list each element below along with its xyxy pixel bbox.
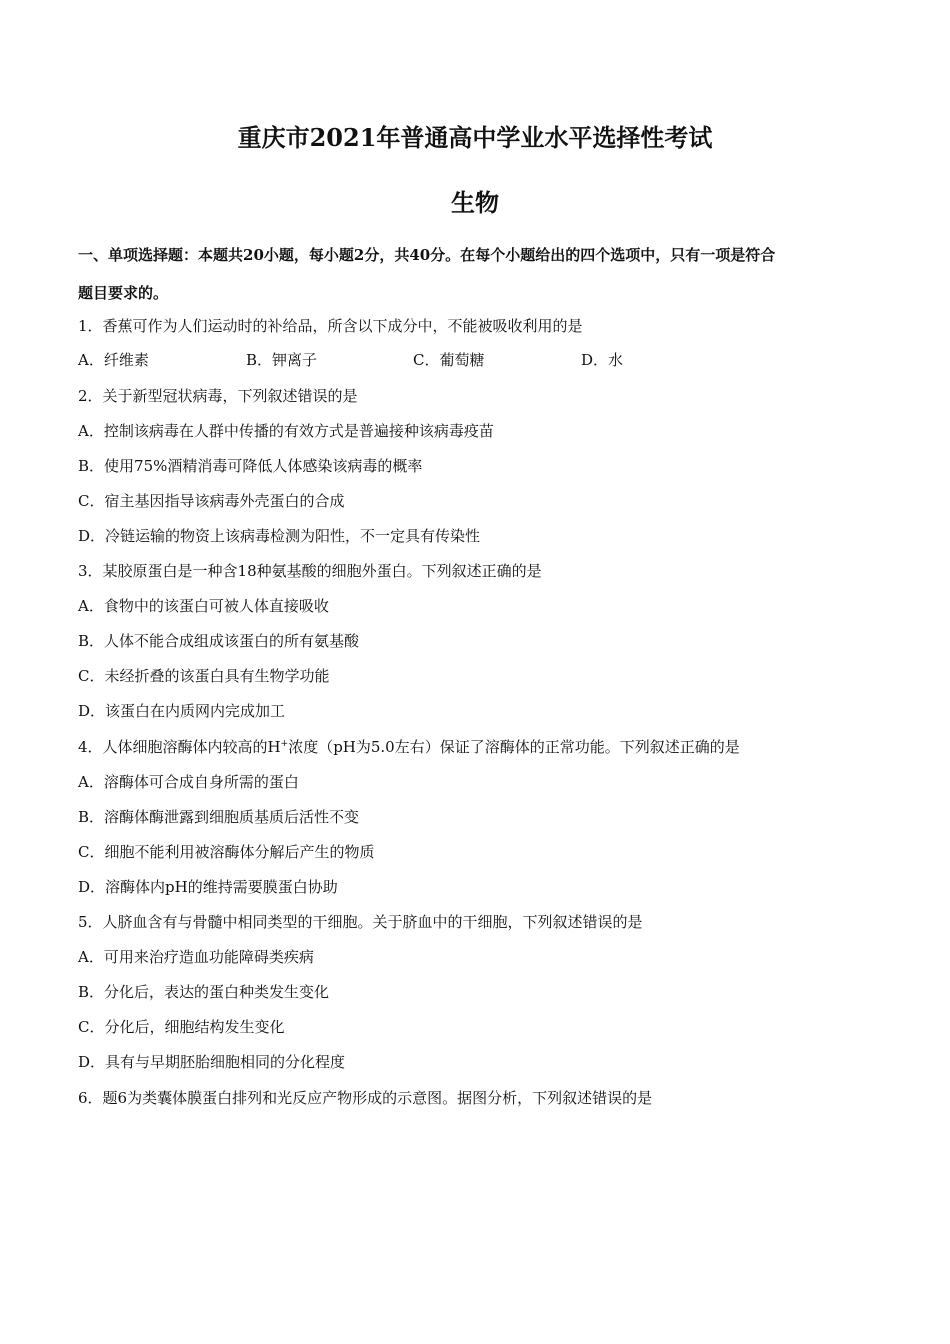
question-1-option-c: C．葡萄糖	[413, 351, 485, 369]
question-5-option-d: D．具有与早期胚胎细胞相同的分化程度	[78, 1053, 346, 1071]
question-3-option-c: C．未经折叠的该蛋白具有生物学功能	[78, 667, 330, 685]
question-2-option-c: C．宿主基因指导该病毒外壳蛋白的合成	[78, 492, 345, 510]
question-2-option-d: D．冷链运输的物资上该病毒检测为阳性，不一定具有传染性	[78, 527, 481, 545]
question-4-stem-superscript: +	[280, 739, 289, 749]
question-5-option-a: A．可用来治疗造血功能障碍类疾病	[78, 948, 314, 966]
question-4-stem-before: 4．人体细胞溶酶体内较高的H	[78, 738, 281, 756]
question-5-stem: 5．人脐血含有与骨髓中相同类型的干细胞。关于脐血中的干细胞，下列叙述错误的是	[78, 913, 643, 931]
question-3-option-b: B．人体不能合成组成该蛋白的所有氨基酸	[78, 632, 360, 650]
question-3-stem: 3．某胶原蛋白是一种含18种氨基酸的细胞外蛋白。下列叙述正确的是	[78, 562, 542, 580]
question-4-option-d: D．溶酶体内pH的维持需要膜蛋白协助	[78, 878, 338, 896]
question-2-option-a: A．控制该病毒在人群中传播的有效方式是普遍接种该病毒疫苗	[78, 422, 494, 440]
question-1-stem: 1．香蕉可作为人们运动时的补给品，所含以下成分中，不能被吸收利用的是	[78, 317, 583, 335]
question-1-options	[78, 350, 838, 372]
question-3-option-d: D．该蛋白在内质网内完成加工	[78, 702, 286, 720]
exam-title: 重庆市2021年普通高中学业水平选择性考试	[237, 123, 713, 152]
question-3-option-a: A．食物中的该蛋白可被人体直接吸收	[78, 597, 329, 615]
question-4-option-a: A．溶酶体可合成自身所需的蛋白	[78, 773, 299, 791]
question-1-option-d: D．水	[581, 351, 624, 369]
question-2-stem: 2．关于新型冠状病毒，下列叙述错误的是	[78, 387, 358, 405]
exam-subject: 生物	[451, 188, 499, 217]
question-2-option-b: B．使用75%酒精消毒可降低人体感染该病毒的概率	[78, 457, 423, 475]
section-heading-line-2: 题目要求的。	[78, 284, 169, 302]
question-1-option-b: B．钾离子	[246, 351, 318, 369]
question-1-option-a: A．纤维素	[78, 351, 149, 369]
question-4-option-b: B．溶酶体酶泄露到细胞质基质后活性不变	[78, 808, 360, 826]
question-4-option-c: C．细胞不能利用被溶酶体分解后产生的物质	[78, 843, 375, 861]
question-6-stem: 6．题6为类囊体膜蛋白排列和光反应产物形成的示意图。据图分析，下列叙述错误的是	[78, 1089, 653, 1107]
question-4-stem-after: 浓度（pH为5.0左右）保证了溶酶体的正常功能。下列叙述正确的是	[288, 738, 740, 756]
question-5-option-b: B．分化后，表达的蛋白种类发生变化	[78, 983, 330, 1001]
question-5-option-c: C．分化后，细胞结构发生变化	[78, 1018, 285, 1036]
question-4-stem	[78, 737, 740, 757]
section-heading-line-1: 一、单项选择题：本题共20小题，每小题2分，共40分。在每个小题给出的四个选项中，只有一项是符合	[78, 246, 776, 264]
